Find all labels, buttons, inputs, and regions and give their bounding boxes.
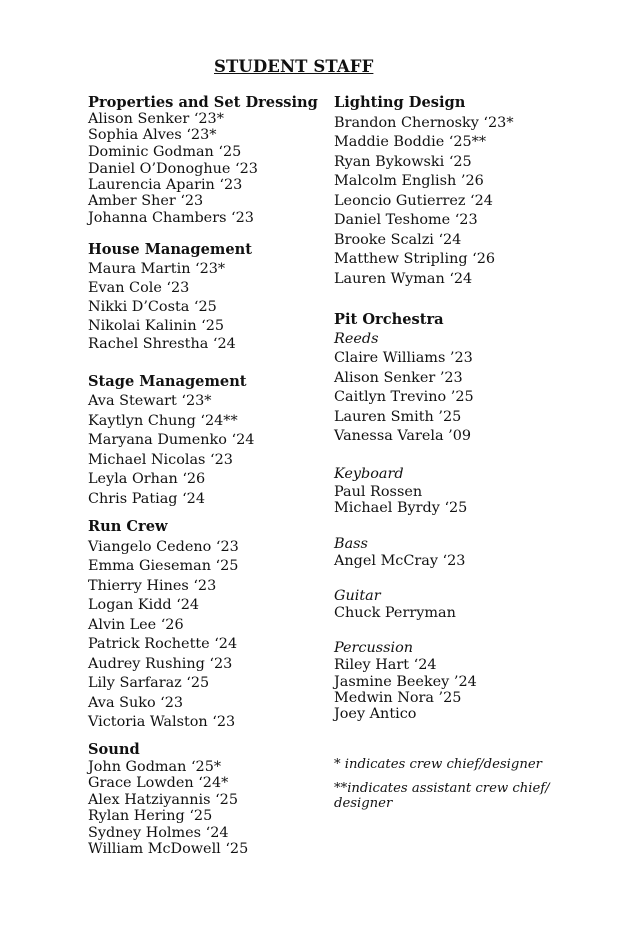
staff-name: Caitlyn Trevino ’25 [334,389,474,405]
staff-name: Michael Nicolas ‘23 [88,452,233,468]
staff-name: Nikolai Kalinin ‘25 [88,318,225,334]
staff-name: Johanna Chambers ‘23 [88,210,254,226]
staff-name: Patrick Rochette ‘24 [88,636,238,652]
staff-name: Malcolm English ’26 [334,173,484,189]
staff-name: Kaytlyn Chung ‘24** [88,413,238,429]
staff-name: Chris Patiag ‘24 [88,491,205,507]
staff-name: Joey Antico [334,706,417,722]
staff-name: Evan Cole ‘23 [88,280,190,296]
staff-name: Alvin Lee ‘26 [88,617,184,633]
staff-name: Alison Senker ‘23* [88,111,224,127]
section-heading: Sound [88,741,140,758]
staff-name: Brooke Scalzi ‘24 [334,232,462,248]
staff-name: Jasmine Beekey ’24 [334,674,477,690]
staff-name: Alison Senker ’23 [334,370,463,386]
footnote: designer [334,796,393,811]
staff-name: Nikki D’Costa ‘25 [88,299,217,315]
section-heading: House Management [88,241,252,258]
staff-name: Rylan Hering ‘25 [88,808,213,824]
staff-name: Ava Stewart ‘23* [88,393,212,409]
staff-name: Matthew Stripling ‘26 [334,251,496,267]
staff-name: Medwin Nora ’25 [334,690,462,706]
footnote: **indicates assistant crew chief/ [334,781,550,796]
section-heading: Stage Management [88,373,247,390]
footnote: * indicates crew chief/designer [334,757,542,772]
staff-name: Logan Kidd ‘24 [88,597,200,613]
staff-name: Ryan Bykowski ‘25 [334,154,472,170]
instrument-subheading: Bass [334,536,368,552]
section-heading: Lighting Design [334,94,466,111]
staff-name: Angel McCray ‘23 [334,553,466,569]
staff-name: Victoria Walston ‘23 [88,714,236,730]
section-heading: Pit Orchestra [334,311,444,328]
staff-name: Viangelo Cedeno ‘23 [88,539,239,555]
staff-name: Daniel Teshome ‘23 [334,212,478,228]
staff-name: Lauren Smith ’25 [334,409,462,425]
staff-name: Grace Lowden ‘24* [88,775,229,791]
staff-name: William McDowell ‘25 [88,841,249,857]
section-heading: Run Crew [88,518,168,535]
staff-name: Lily Sarfaraz ‘25 [88,675,210,691]
staff-name: Vanessa Varela ’09 [334,428,472,444]
staff-name: Sydney Holmes ‘24 [88,825,229,841]
staff-name: Daniel O’Donoghue ‘23 [88,161,258,177]
staff-name: Laurencia Aparin ‘23 [88,177,243,193]
instrument-subheading: Keyboard [334,466,404,482]
staff-name: Rachel Shrestha ‘24 [88,336,236,352]
staff-name: Riley Hart ‘24 [334,657,437,673]
instrument-subheading: Guitar [334,588,381,604]
staff-name: Leoncio Gutierrez ‘24 [334,193,493,209]
staff-name: Audrey Rushing ‘23 [88,656,233,672]
staff-name: Sophia Alves ‘23* [88,127,217,143]
staff-name: Emma Gieseman ‘25 [88,558,239,574]
staff-name: Maddie Boddie ‘25** [334,134,487,150]
section-heading: Properties and Set Dressing [88,94,318,111]
staff-name: Ava Suko ‘23 [88,695,184,711]
staff-name: Dominic Godman ‘25 [88,144,242,160]
staff-name: Claire Williams ’23 [334,350,473,366]
staff-name: John Godman ‘25* [88,759,222,775]
page-title: STUDENT STAFF [214,57,374,76]
staff-name: Amber Sher ‘23 [88,193,204,209]
staff-name: Paul Rossen [334,484,423,500]
staff-name: Brandon Chernosky ‘23* [334,115,514,131]
instrument-subheading: Percussion [334,640,414,656]
staff-name: Alex Hatziyannis ‘25 [88,792,238,808]
staff-name: Michael Byrdy ‘25 [334,500,468,516]
staff-name: Maura Martin ‘23* [88,261,226,277]
staff-name: Maryana Dumenko ‘24 [88,432,255,448]
staff-name: Thierry Hines ‘23 [88,578,217,594]
staff-name: Leyla Orhan ‘26 [88,471,206,487]
instrument-subheading: Reeds [334,331,379,347]
staff-name: Lauren Wyman ‘24 [334,271,473,287]
staff-name: Chuck Perryman [334,605,456,621]
